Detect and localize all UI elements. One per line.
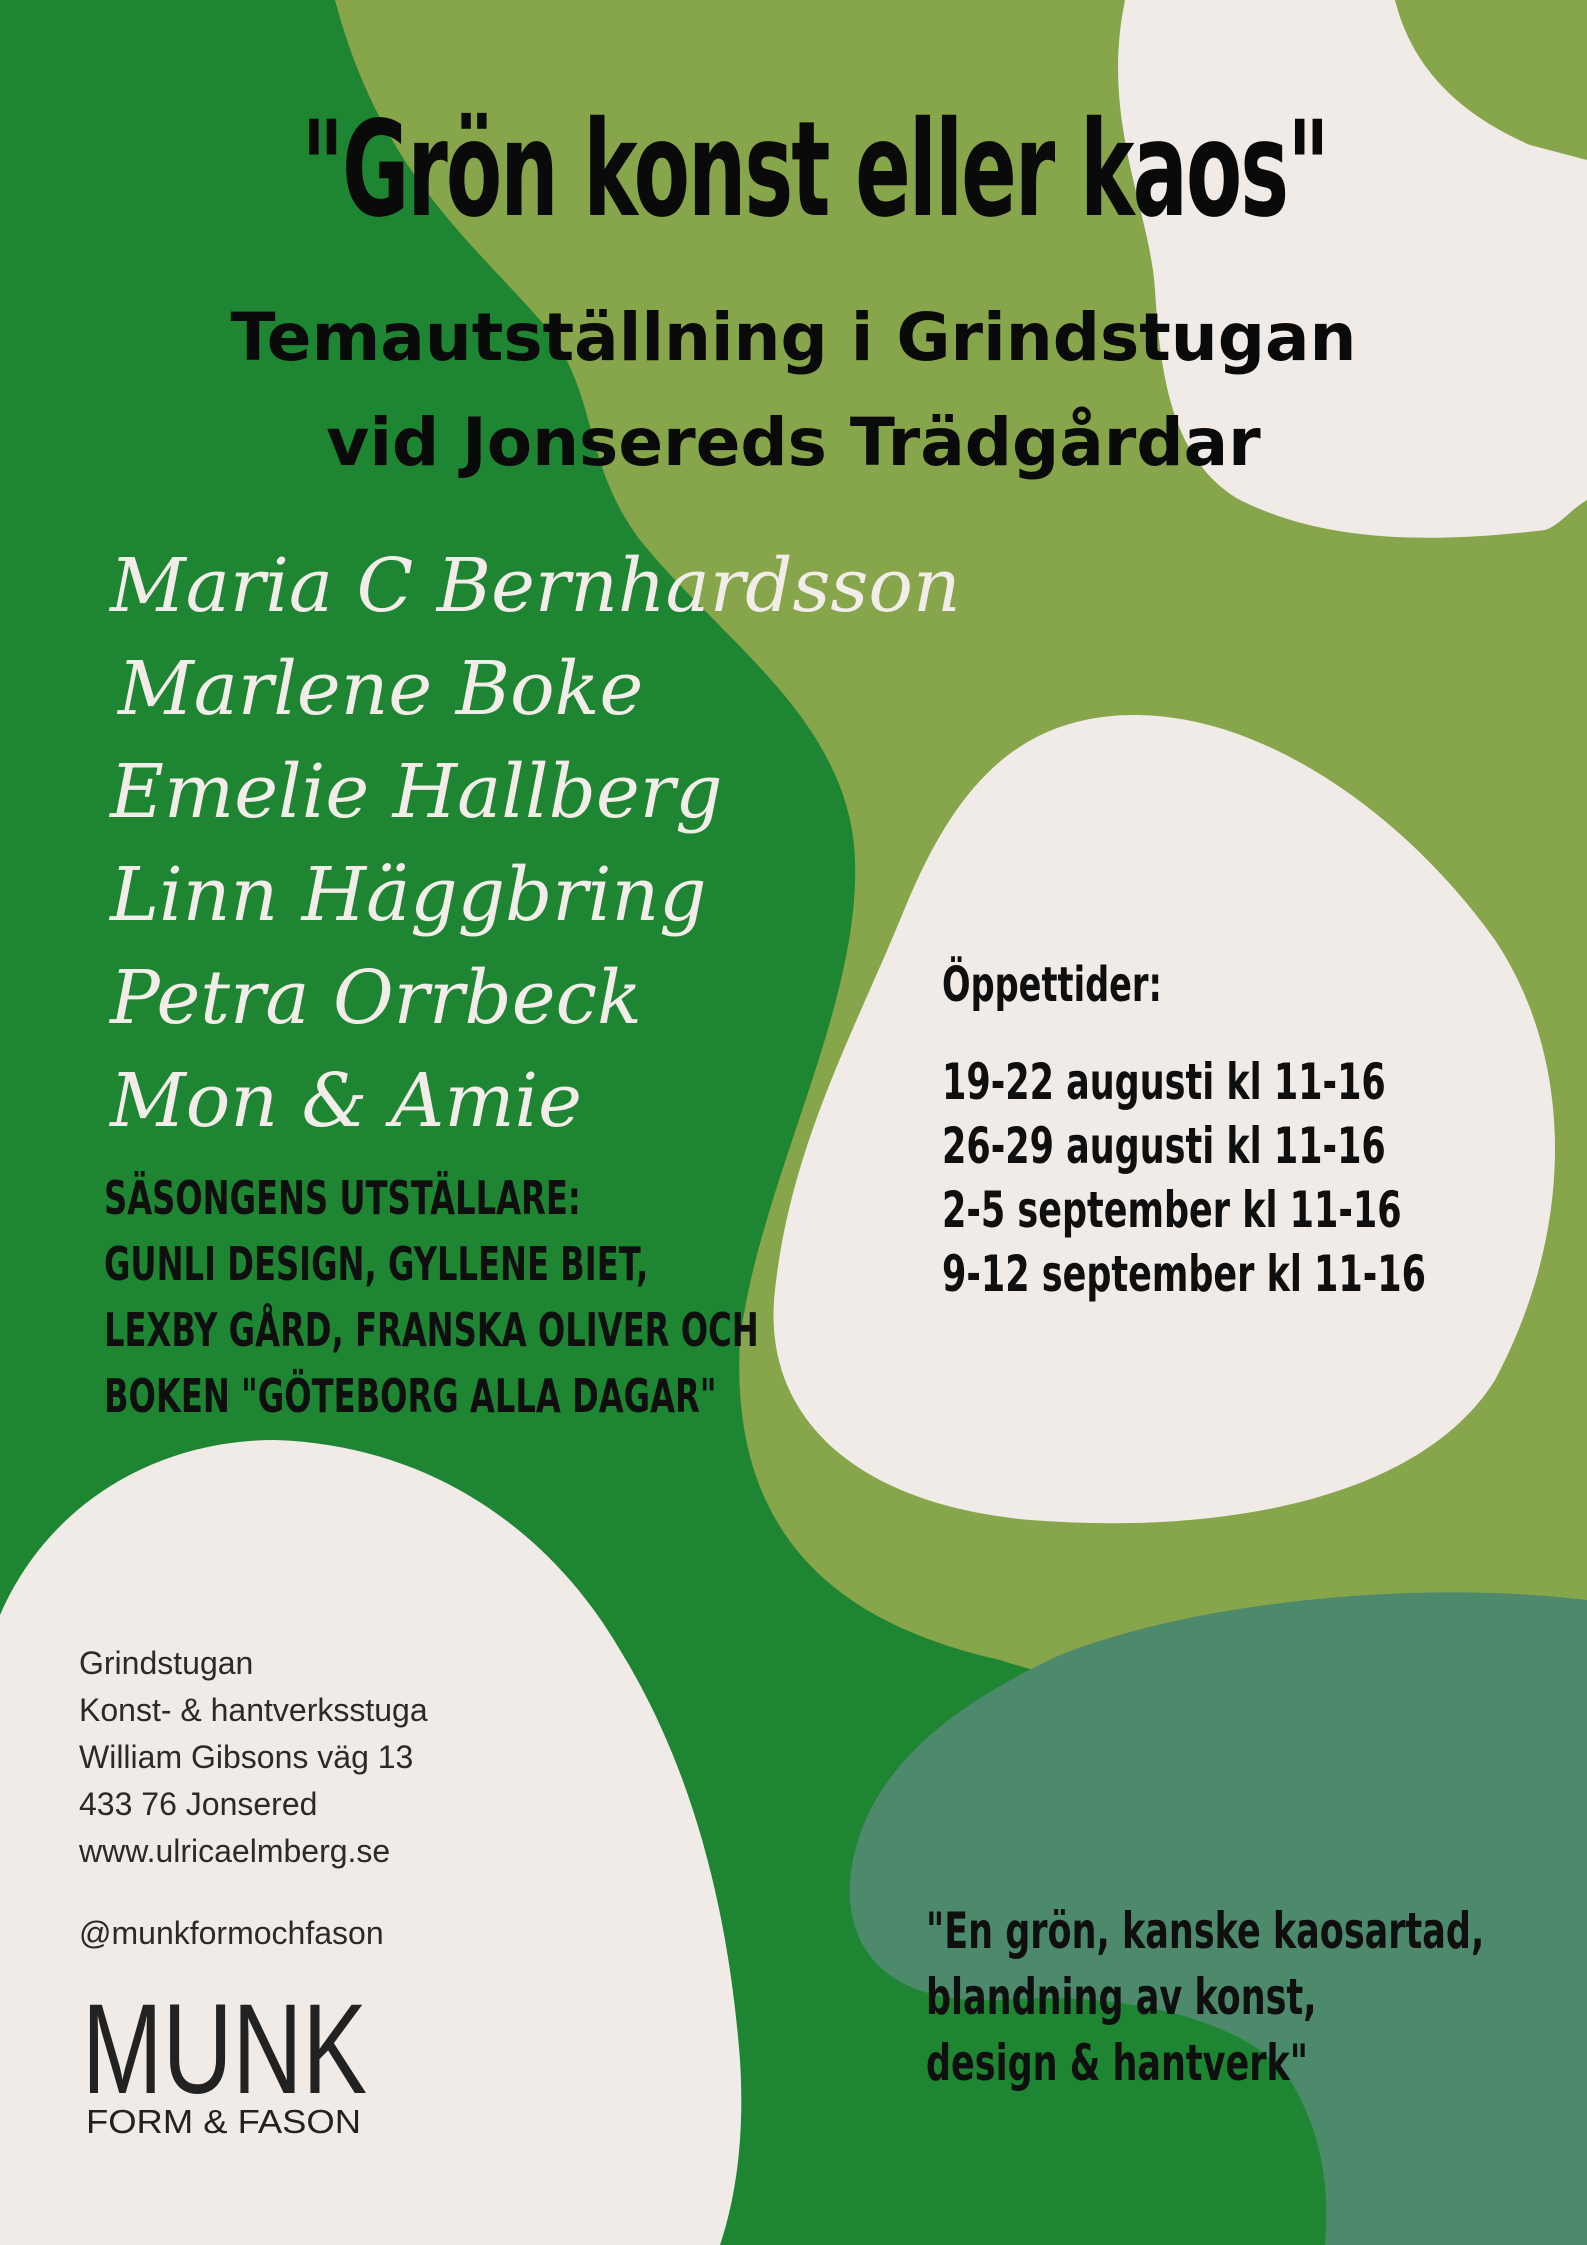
- venue-name: Grindstugan: [79, 1645, 254, 1681]
- opening-hours-date: 26-29 augusti kl 11-16: [942, 1117, 1386, 1175]
- quote: [926, 1898, 1484, 2096]
- venue-description: Konst- & hantverksstuga: [79, 1692, 428, 1728]
- artist-name: Linn Häggbring: [110, 852, 707, 938]
- opening-hours-date: 9-12 september kl 11-16: [942, 1245, 1426, 1303]
- artist-name: Petra Orrbeck: [110, 955, 642, 1041]
- quote-line: blandning av konst,: [926, 1968, 1317, 2026]
- season-exhibitors-line: GUNLI DESIGN, GYLLENE BIET,: [104, 1237, 649, 1291]
- venue-street: William Gibsons väg 13: [79, 1739, 414, 1775]
- artist-name: Marlene Boke: [118, 646, 644, 732]
- season-exhibitors-line: LEXBY GÅRD, FRANSKA OLIVER OCH: [104, 1303, 759, 1357]
- artist-name: Mon & Amie: [110, 1058, 582, 1144]
- season-exhibitors-line: BOKEN "GÖTEBORG ALLA DAGAR": [104, 1369, 717, 1423]
- opening-hours-list: [942, 1050, 1426, 1306]
- poster-subtitle-line1: Temautställning i Grindstugan: [230, 299, 1357, 376]
- opening-hours-date: 19-22 augusti kl 11-16: [942, 1053, 1386, 1111]
- quote-line: "En grön, kanske kaosartad,: [926, 1902, 1485, 1960]
- opening-hours-title: Öppettider:: [942, 957, 1162, 1013]
- poster-subtitle-line2: vid Jonsereds Trädgårdar: [326, 404, 1261, 481]
- venue-website-link[interactable]: www.ulricaelmberg.se: [79, 1833, 391, 1869]
- munk-logo-wordmark: MUNK: [82, 1978, 367, 2121]
- artist-name: Emelie Hallberg: [110, 749, 723, 835]
- artist-name: Maria C Bernhardsson: [110, 543, 961, 629]
- venue-address: [79, 1640, 428, 1875]
- social-handle[interactable]: @munkformochfason: [79, 1915, 384, 1951]
- quote-line: design & hantverk": [926, 2034, 1308, 2092]
- poster-title: "Grön konst eller kaos": [301, 93, 1328, 247]
- season-exhibitors-heading: SÄSONGENS UTSTÄLLARE:: [104, 1171, 581, 1225]
- venue-postal: 433 76 Jonsered: [79, 1786, 318, 1822]
- munk-logo: [82, 1975, 372, 2140]
- artists-list: [110, 535, 1010, 1153]
- season-exhibitors: [104, 1165, 759, 1429]
- munk-logo-tagline: FORM & FASON: [86, 2103, 361, 2140]
- opening-hours-date: 2-5 september kl 11-16: [942, 1181, 1402, 1239]
